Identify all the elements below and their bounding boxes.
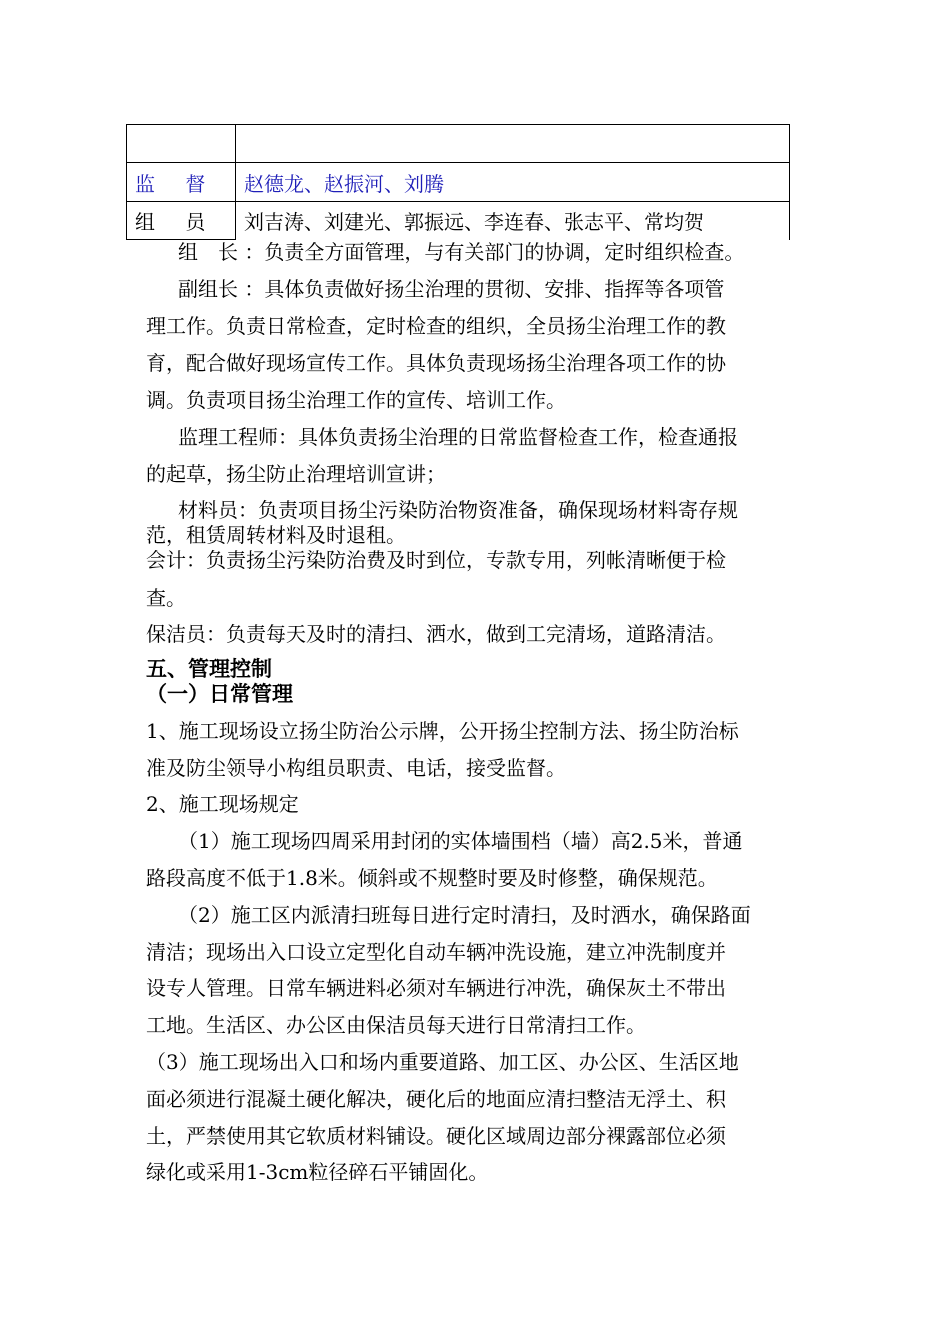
- personnel-table: [126, 124, 790, 240]
- paragraph-line: 材料员：负责项目扬尘污染防治物资准备，确保现场材料寄存规: [178, 498, 738, 522]
- supervisor-label: 监 督: [127, 163, 236, 202]
- paragraph-line: 清洁；现场出入口设立定型化自动车辆冲洗设施，建立冲洗制度并: [146, 940, 726, 964]
- paragraph-line: 设专人管理。日常车辆进料必须对车辆进行冲洗，确保灰土不带出: [146, 976, 726, 1000]
- paragraph-line: （1）施工现场四周采用封闭的实体墙围档（墙）高2.5米，普通: [178, 829, 743, 853]
- subsection-heading: （一）日常管理: [146, 682, 293, 706]
- paragraph-line: 组 长 ：负责全方面管理，与有关部门的协调，定时组织检查。: [178, 240, 745, 264]
- table-row: [127, 125, 790, 163]
- paragraph-line: 调。负责项目扬尘治理工作的宣传、培训工作。: [146, 388, 566, 412]
- table-cell-label: [127, 125, 236, 163]
- table-row: [127, 163, 790, 202]
- paragraph-line: 副组长 ：具体负责做好扬尘治理的贯彻、安排、指挥等各项管: [178, 277, 725, 301]
- paragraph-line: 1、施工现场设立扬尘防治公示牌，公开扬尘控制方法、扬尘防治标: [146, 719, 739, 743]
- member-label: 组 员: [127, 202, 236, 240]
- paragraph-line: 理工作。负责日常检查，定时检查的组织，全员扬尘治理工作的教: [146, 314, 726, 338]
- paragraph-line: 路段高度不低于1.8米。倾斜或不规整时要及时修整，确保规范。: [146, 866, 718, 890]
- section-heading: 五、管理控制: [146, 657, 272, 681]
- member-names: 刘吉涛、刘建光、郭振远、李连春、张志平、常均贺: [236, 202, 790, 240]
- paragraph-line: （2）施工区内派清扫班每日进行定时清扫，及时洒水，确保路面: [178, 903, 751, 927]
- paragraph-line: 查。: [146, 586, 186, 610]
- supervisor-names: 赵德龙、赵振河、刘腾: [236, 163, 790, 202]
- paragraph-line: 监理工程师：具体负责扬尘治理的日常监督检查工作，检查通报: [178, 425, 738, 449]
- table-row: [127, 202, 790, 240]
- paragraph-line: 土，严禁使用其它软质材料铺设。硬化区域周边部分裸露部位必须: [146, 1124, 726, 1148]
- table-cell-value: [236, 125, 790, 163]
- paragraph-line: 2、施工现场规定: [146, 792, 299, 816]
- paragraph-line: 工地。生活区、办公区由保洁员每天进行日常清扫工作。: [146, 1013, 646, 1037]
- paragraph-line: 绿化或采用1-3cm粒径碎石平铺固化。: [146, 1160, 489, 1184]
- paragraph-line: 范，租赁周转材料及时退租。: [146, 523, 406, 547]
- paragraph-line: 的起草，扬尘防止治理培训宣讲；: [146, 462, 446, 486]
- paragraph-line: 育，配合做好现场宣传工作。具体负责现场扬尘治理各项工作的协: [146, 351, 726, 375]
- paragraph-line: 准及防尘领导小构组员职责、电话，接受监督。: [146, 756, 566, 780]
- paragraph-line: 会计：负责扬尘污染防治费及时到位，专款专用，列帐清晰便于检: [146, 548, 726, 572]
- paragraph-line: 保洁员：负责每天及时的清扫、洒水，做到工完清场，道路清洁。: [146, 622, 726, 646]
- paragraph-line: （3）施工现场出入口和场内重要道路、加工区、办公区、生活区地: [146, 1050, 739, 1074]
- paragraph-line: 面必须进行混凝土硬化解决，硬化后的地面应清扫整洁无浮土、积: [146, 1087, 726, 1111]
